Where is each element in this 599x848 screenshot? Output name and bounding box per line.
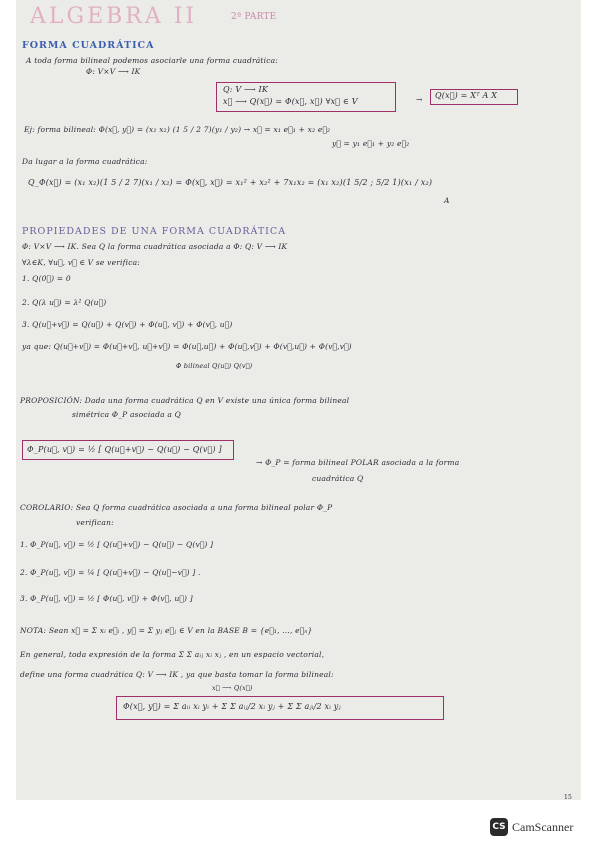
text-line: Φ: V×V ⟶ IK. Sea Q la forma cuadrática asociada a Φ: Q: V ⟶ IK <box>22 242 288 251</box>
corollary-item: 3. Φ_P(u⃗, v⃗) = ½ [ Φ(u⃗, v⃗) + Φ(v⃗, u⃗) ] <box>20 594 193 603</box>
text-line: ya que: Q(u⃗+v⃗) = Φ(u⃗+v⃗, u⃗+v⃗) = Φ(u⃗,u⃗) + Φ(u⃗,v⃗) + Φ(v⃗,u⃗) + Φ(v⃗,v⃗) <box>22 342 352 351</box>
text-line: Φ: V×V ⟶ IK <box>86 67 141 76</box>
section-title-propiedades: PROPIEDADES DE UNA FORMA CUADRÁTICA <box>22 226 287 237</box>
property-item: 3. Q(u⃗+v⃗) = Q(u⃗) + Q(v⃗) + Φ(u⃗, v⃗) + Φ(v⃗, u⃗) <box>22 320 233 329</box>
corollary-line: verifican: <box>76 518 114 527</box>
matrix-label: A <box>444 196 450 205</box>
page-subtitle: 2ª PARTE <box>231 12 277 22</box>
arrow-note: → <box>416 95 423 104</box>
bilinear-form-box <box>116 696 444 720</box>
text-line: cuadrática Q <box>312 474 364 483</box>
text-line: ∀λ∈K, ∀u⃗, v⃗ ∈ V se verifica: <box>22 258 140 267</box>
corollary-item: 2. Φ_P(u⃗, v⃗) = ¼ [ Q(u⃗+v⃗) − Q(u⃗−v⃗) ] . <box>20 568 201 577</box>
formula-line: Q_Φ(x⃗) = (x₁ x₂)(1 5 / 2 7)(x₁ / x₂) = Φ(x⃗, x⃗) = x₁² + x₂² + 7x₁x₂ = (x₁ x₂)(1 5/2 ; 5/2 1)(x₁ / x₂) <box>28 178 433 187</box>
text-line: A toda forma bilineal podemos asociarle una forma cuadrática: <box>26 56 279 65</box>
note-line: x⃗ ⟶ Q(x⃗) <box>212 684 253 692</box>
text-line: Da lugar a la forma cuadrática: <box>22 157 148 166</box>
page-number: 15 <box>564 794 573 800</box>
box-line: Q: V ⟶ IK <box>223 85 269 94</box>
text-line: Φ bilineal Q(u⃗) Q(v⃗) <box>176 362 253 370</box>
corollary-line: COROLARIO: Sea Q forma cuadrática asociada a una forma bilineal polar Φ_P <box>20 503 333 512</box>
polar-form-box <box>22 440 234 460</box>
camscanner-text: CamScanner <box>512 820 574 834</box>
notebook-page <box>16 0 581 800</box>
camscanner-logo-icon: CS <box>490 818 508 836</box>
box-line: Φ_P(u⃗, v⃗) = ½ [ Q(u⃗+v⃗) − Q(u⃗) − Q(v⃗) ] <box>27 445 222 454</box>
text-line: → Φ_P = forma bilineal POLAR asociada a la forma <box>256 458 460 467</box>
property-item: 2. Q(λ u⃗) = λ² Q(u⃗) <box>22 298 107 307</box>
property-item: 1. Q(0⃗) = 0 <box>22 274 71 283</box>
box-line: x⃗ ⟶ Q(x⃗) = Φ(x⃗, x⃗) ∀x⃗ ∈ V <box>223 97 358 106</box>
matrix-form-box <box>430 89 518 105</box>
section-title-forma-cuadratica: FORMA CUADRÁTICA <box>22 40 155 51</box>
proposition-line: simétrica Φ_P asociada a Q <box>72 410 181 419</box>
proposition-line: PROPOSICIÓN: Dada una forma cuadrática Q en V existe una única forma bilineal <box>20 396 350 405</box>
page-title: ALGEBRA II <box>30 4 198 29</box>
corollary-item: 1. Φ_P(u⃗, v⃗) = ½ [ Q(u⃗+v⃗) − Q(u⃗) − Q(v⃗) ] <box>20 540 214 549</box>
definition-box <box>216 82 396 112</box>
box-line: Φ(x⃗, y⃗) = Σ aᵢᵢ xᵢ yᵢ + Σ Σ aᵢⱼ/2 xᵢ yⱼ + Σ Σ aⱼᵢ/2 xᵢ yⱼ <box>123 702 341 711</box>
note-line: En general, toda expresión de la forma Σ Σ aᵢⱼ xᵢ xⱼ , en un espacio vectorial, <box>20 650 325 659</box>
example-line: Ej: forma bilineal: Φ(x⃗, y⃗) = (x₁ x₂) (1 5 / 2 7)(y₁ / y₂) → x⃗ = x₁ e⃗₁ + x₂ e⃗₂ <box>24 125 331 134</box>
note-line: define una forma cuadrática Q: V ⟶ IK , ya que basta tomar la forma bilineal: <box>20 670 334 679</box>
note-line: NOTA: Sean x⃗ = Σ xᵢ e⃗ᵢ , y⃗ = Σ yⱼ e⃗ⱼ ∈ V en la BASE B = {e⃗₁, …, e⃗ₙ} <box>20 626 313 635</box>
example-line: y⃗ = y₁ e⃗₁ + y₂ e⃗₂ <box>332 139 410 148</box>
box-line: Q(x⃗) = Xᵀ A X <box>435 91 498 100</box>
